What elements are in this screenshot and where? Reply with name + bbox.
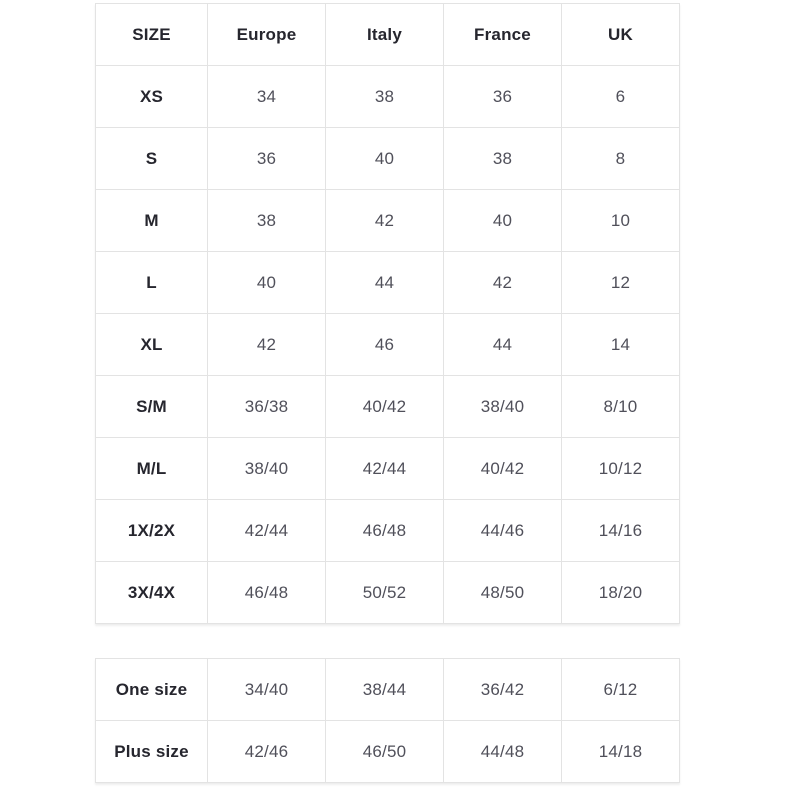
cell-france: 44/46 — [444, 500, 562, 562]
cell-france: 36 — [444, 66, 562, 128]
cell-italy: 38 — [326, 66, 444, 128]
table-row-m-l — [96, 438, 680, 500]
cell-europe: 42 — [208, 314, 326, 376]
cell-uk: 6/12 — [562, 659, 680, 721]
cell-france: 42 — [444, 252, 562, 314]
cell-italy: 50/52 — [326, 562, 444, 624]
table-row-m — [96, 190, 680, 252]
table-row-1x-2x — [96, 500, 680, 562]
cell-france: 48/50 — [444, 562, 562, 624]
cell-italy: 42/44 — [326, 438, 444, 500]
row-label: L — [96, 252, 208, 314]
cell-uk: 14/18 — [562, 721, 680, 783]
cell-france: 40 — [444, 190, 562, 252]
cell-uk: 10 — [562, 190, 680, 252]
table-row-s-m — [96, 376, 680, 438]
special-sizes-table — [95, 658, 680, 783]
row-label: S — [96, 128, 208, 190]
row-label: 3X/4X — [96, 562, 208, 624]
cell-uk: 10/12 — [562, 438, 680, 500]
row-label: M/L — [96, 438, 208, 500]
cell-europe: 36 — [208, 128, 326, 190]
row-label: One size — [96, 659, 208, 721]
size-chart-page — [95, 3, 679, 783]
table-row-3x-4x — [96, 562, 680, 624]
cell-italy: 38/44 — [326, 659, 444, 721]
cell-italy: 40 — [326, 128, 444, 190]
cell-europe: 46/48 — [208, 562, 326, 624]
cell-europe: 34/40 — [208, 659, 326, 721]
column-header-europe: Europe — [208, 4, 326, 66]
cell-europe: 42/44 — [208, 500, 326, 562]
table-row-s — [96, 128, 680, 190]
column-header-size: SIZE — [96, 4, 208, 66]
cell-france: 38 — [444, 128, 562, 190]
cell-uk: 14/16 — [562, 500, 680, 562]
cell-europe: 36/38 — [208, 376, 326, 438]
cell-italy: 42 — [326, 190, 444, 252]
cell-france: 36/42 — [444, 659, 562, 721]
table-row-one-size — [96, 659, 680, 721]
cell-italy: 44 — [326, 252, 444, 314]
row-label: 1X/2X — [96, 500, 208, 562]
cell-italy: 46 — [326, 314, 444, 376]
table-row-xl — [96, 314, 680, 376]
cell-france: 44 — [444, 314, 562, 376]
table-row-l — [96, 252, 680, 314]
cell-uk: 14 — [562, 314, 680, 376]
cell-france: 44/48 — [444, 721, 562, 783]
cell-france: 40/42 — [444, 438, 562, 500]
cell-europe: 42/46 — [208, 721, 326, 783]
column-header-italy: Italy — [326, 4, 444, 66]
cell-europe: 40 — [208, 252, 326, 314]
cell-italy: 40/42 — [326, 376, 444, 438]
cell-europe: 34 — [208, 66, 326, 128]
column-header-france: France — [444, 4, 562, 66]
row-label: Plus size — [96, 721, 208, 783]
cell-uk: 18/20 — [562, 562, 680, 624]
cell-uk: 6 — [562, 66, 680, 128]
row-label: S/M — [96, 376, 208, 438]
table-row-plus-size — [96, 721, 680, 783]
cell-uk: 8/10 — [562, 376, 680, 438]
cell-uk: 12 — [562, 252, 680, 314]
row-label: XL — [96, 314, 208, 376]
row-label: M — [96, 190, 208, 252]
cell-europe: 38 — [208, 190, 326, 252]
size-conversion-table — [95, 3, 680, 624]
table-row-xs — [96, 66, 680, 128]
cell-france: 38/40 — [444, 376, 562, 438]
cell-uk: 8 — [562, 128, 680, 190]
header-row — [96, 4, 680, 66]
column-header-uk: UK — [562, 4, 680, 66]
row-label: XS — [96, 66, 208, 128]
cell-italy: 46/50 — [326, 721, 444, 783]
cell-italy: 46/48 — [326, 500, 444, 562]
cell-europe: 38/40 — [208, 438, 326, 500]
